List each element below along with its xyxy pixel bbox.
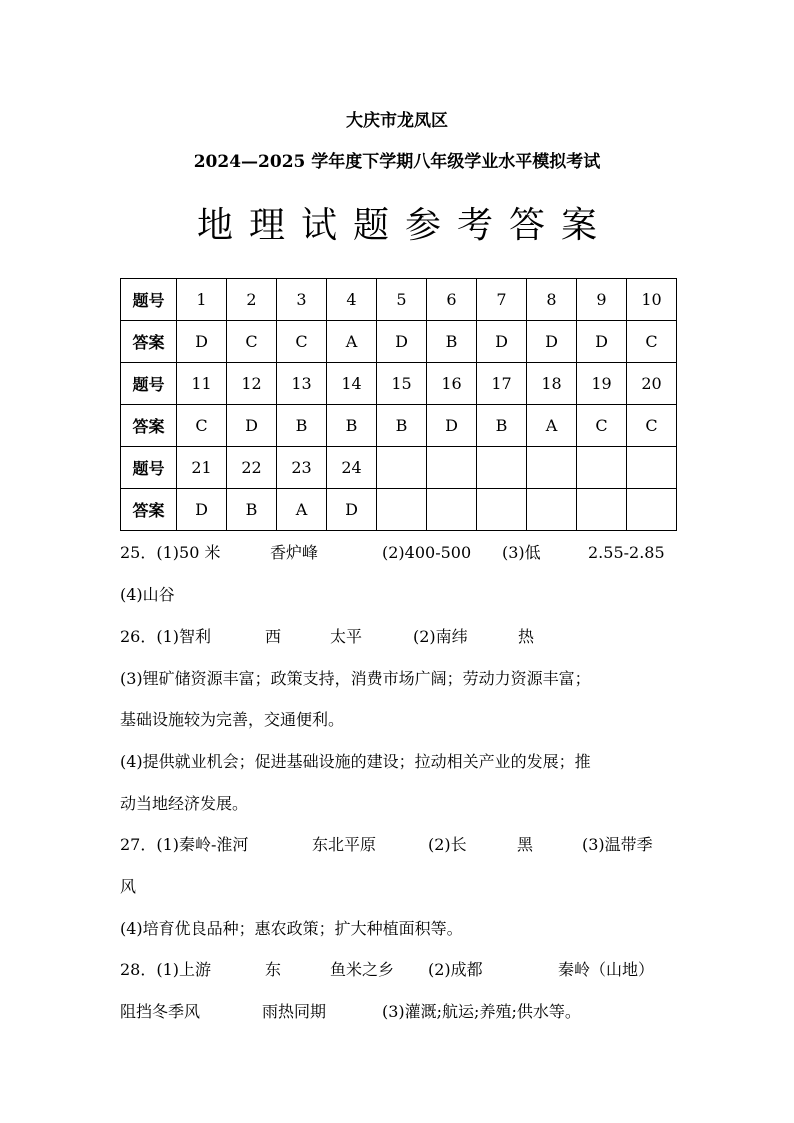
table-cell: 22 [227, 447, 277, 489]
table-cell: D [527, 321, 577, 363]
table-cell: D [477, 321, 527, 363]
answer-text: 西 [265, 627, 282, 646]
table-cell: 20 [627, 363, 677, 405]
table-cell: A [327, 321, 377, 363]
table-cell: B [327, 405, 377, 447]
table-cell: A [527, 405, 577, 447]
table-cell [577, 447, 627, 489]
table-cell: 4 [327, 279, 377, 321]
table-cell: B [427, 321, 477, 363]
table-cell: 2 [227, 279, 277, 321]
answer-text: (3)温带季 [582, 835, 653, 854]
table-cell: D [577, 321, 627, 363]
table-row [121, 321, 677, 363]
table-cell: B [227, 489, 277, 531]
table-cell [577, 489, 627, 531]
row-label: 题号 [121, 447, 177, 489]
table-cell: D [177, 489, 227, 531]
table-cell: C [627, 321, 677, 363]
row-label: 题号 [121, 279, 177, 321]
table-cell: 1 [177, 279, 227, 321]
table-cell: 3 [277, 279, 327, 321]
table-cell: 12 [227, 363, 277, 405]
table-cell [477, 447, 527, 489]
answer-text: 基础设施较为完善，交通便利。 [120, 710, 345, 729]
table-cell: B [477, 405, 527, 447]
answer-table [120, 278, 677, 531]
table-cell: C [577, 405, 627, 447]
answer-text: 27．(1)秦岭-淮河 [120, 835, 249, 854]
answer-text: (2)400-500 [382, 543, 472, 562]
table-cell: D [227, 405, 277, 447]
table-cell: 23 [277, 447, 327, 489]
table-cell: D [427, 405, 477, 447]
table-cell [377, 489, 427, 531]
answer-text: (2)南纬 [413, 627, 468, 646]
table-cell: C [627, 405, 677, 447]
row-label: 答案 [121, 321, 177, 363]
answer-text: 秦岭（山地） [558, 960, 655, 979]
table-cell: 10 [627, 279, 677, 321]
table-cell [527, 447, 577, 489]
answer-text: (4)提供就业机会；促进基础设施的建设；拉动相关产业的发展；推 [120, 752, 591, 771]
answer-text: 香炉峰 [270, 543, 319, 562]
table-cell [627, 447, 677, 489]
table-cell: C [227, 321, 277, 363]
answer-text: (4)山谷 [120, 585, 175, 604]
answer-text: 2.55-2.85 [588, 543, 665, 562]
table-cell: 15 [377, 363, 427, 405]
table-cell: 5 [377, 279, 427, 321]
table-cell [427, 489, 477, 531]
table-cell: D [377, 321, 427, 363]
table-cell: B [377, 405, 427, 447]
table-cell: 9 [577, 279, 627, 321]
answer-text: 风 [120, 877, 137, 896]
table-cell: 8 [527, 279, 577, 321]
table-cell: 16 [427, 363, 477, 405]
answer-text: 东北平原 [312, 835, 377, 854]
exam-name: 2024—2025 学年度下学期八年级学业水平模拟考试 [193, 152, 601, 172]
table-row [121, 447, 677, 489]
table-cell: 13 [277, 363, 327, 405]
page-title: 地理试题参考答案 [196, 205, 613, 246]
table-cell: 17 [477, 363, 527, 405]
answer-text: 25．(1)50 米 [120, 543, 221, 562]
table-row [121, 279, 677, 321]
answer-text: (2)长 [428, 835, 467, 854]
table-row [121, 489, 677, 531]
answer-text: 太平 [330, 627, 363, 646]
table-cell: C [177, 405, 227, 447]
table-cell: 19 [577, 363, 627, 405]
table-cell [477, 489, 527, 531]
table-cell [427, 447, 477, 489]
answer-text: 热 [518, 627, 535, 646]
table-cell [527, 489, 577, 531]
row-label: 答案 [121, 405, 177, 447]
answer-text: 阻挡冬季风 [120, 1002, 201, 1021]
answer-text: (3)灌溉;航运;养殖;供水等。 [382, 1002, 581, 1021]
table-cell: D [327, 489, 377, 531]
answer-text: 鱼米之乡 [330, 960, 395, 979]
table-cell: 6 [427, 279, 477, 321]
table-cell: B [277, 405, 327, 447]
table-cell: A [277, 489, 327, 531]
answer-text: (2)成都 [428, 960, 483, 979]
table-cell [377, 447, 427, 489]
table-row [121, 405, 677, 447]
table-cell: 24 [327, 447, 377, 489]
table-cell: 11 [177, 363, 227, 405]
answer-text: 雨热同期 [262, 1002, 327, 1021]
answer-text: 26．(1)智利 [120, 627, 212, 646]
table-cell: 18 [527, 363, 577, 405]
answer-text: (3)锂矿储资源丰富；政策支持，消费市场广阔；劳动力资源丰富； [120, 669, 591, 688]
row-label: 题号 [121, 363, 177, 405]
table-cell: C [277, 321, 327, 363]
table-cell: 7 [477, 279, 527, 321]
row-label: 答案 [121, 489, 177, 531]
answer-text: 东 [265, 960, 282, 979]
answer-text: 动当地经济发展。 [120, 794, 249, 813]
school-name: 大庆市龙凤区 [346, 111, 448, 131]
answer-text: 28．(1)上游 [120, 960, 212, 979]
table-cell: 21 [177, 447, 227, 489]
answer-text: (4)培育优良品种；惠农政策；扩大种植面积等。 [120, 919, 463, 938]
answer-text: 黑 [517, 835, 534, 854]
table-cell: D [177, 321, 227, 363]
table-row [121, 363, 677, 405]
table-cell [627, 489, 677, 531]
table-cell: 14 [327, 363, 377, 405]
answer-text: (3)低 [502, 543, 541, 562]
